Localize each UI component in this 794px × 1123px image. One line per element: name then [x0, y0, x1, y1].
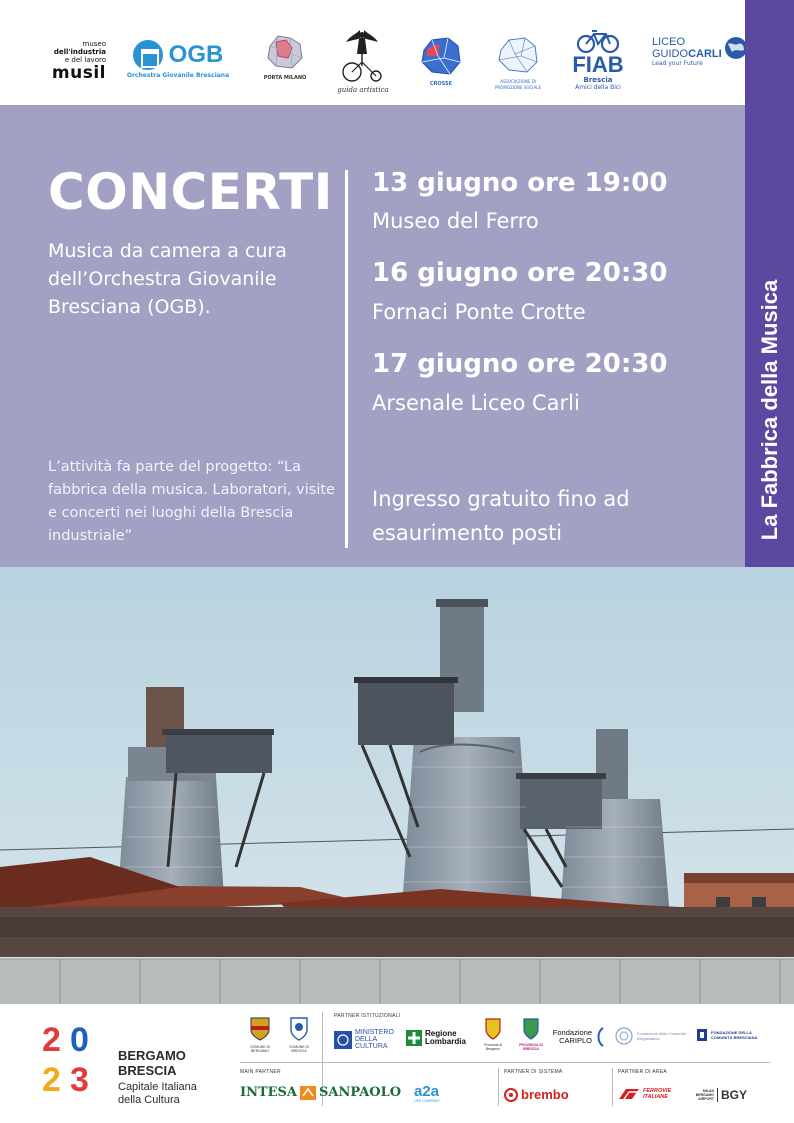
admission-note: Ingresso gratuito fino ad esaurimento posti — [372, 487, 630, 545]
footer-separator — [612, 1068, 613, 1106]
provincia-bergamo-logo: Provincia di Bergamo — [478, 1018, 508, 1051]
brescia-crest-icon — [289, 1016, 309, 1042]
bicycle-icon — [576, 28, 620, 54]
event-venue-2: Fornaci Ponte Crotte — [372, 300, 586, 324]
svg-text:3: 3 — [70, 1061, 89, 1097]
regione-cross-icon — [406, 1030, 422, 1046]
comune-brescia-logo: COMUNE DI BRESCIA — [285, 1016, 313, 1053]
ministero-emblem-icon — [334, 1031, 352, 1049]
fondazione-bergamasca-logo: Fondazione della Comunità Bergamasca — [614, 1026, 691, 1046]
column-divider — [345, 170, 348, 548]
label-partner-istituzionali: PARTNER ISTITUZIONALI — [334, 1013, 401, 1019]
ferrovie-logo: FERROVIE ITALIANE — [618, 1087, 677, 1101]
bergamo-crest-icon — [249, 1016, 271, 1042]
brembo-logo: brembo — [504, 1087, 569, 1102]
intesa-mark-icon — [300, 1086, 316, 1100]
event-description: Musica da camera a cura dell’Orchestra Giovanile Bresciana (OGB). — [48, 240, 287, 318]
porta-milano-logo: PORTA MILANO — [258, 32, 312, 81]
label-partner-area: PARTNER DI AREA — [618, 1069, 668, 1075]
guida-artistica-logo: guida artistica — [328, 26, 398, 93]
event-title: CONCERTI — [48, 163, 333, 221]
regione-lombardia-logo: Regione Lombardia — [406, 1030, 473, 1046]
bergamasca-circle-icon — [614, 1026, 634, 1046]
event-date-1: 13 giugno ore 19:00 — [372, 168, 668, 198]
label-partner-sistema: PARTNER DI SISTEMA — [504, 1069, 563, 1075]
brembo-disc-icon — [504, 1088, 518, 1102]
event-venue-3: Arsenale Liceo Carli — [372, 391, 580, 415]
capitale-caption: Capitale Italiana della Cultura — [118, 1081, 197, 1106]
comune-bergamo-logo: COMUNE DI BERGAMO — [243, 1016, 277, 1053]
intesa-sanpaolo-logo: INTESA SANPAOLO — [240, 1085, 402, 1100]
bgy-airport-logo: MILAN BERGAMO AIRPORT BGY — [695, 1088, 748, 1102]
provincia-brescia-logo: PROVINCIA DI BRESCIA — [516, 1018, 546, 1051]
musil-logo: museo dell'industria e del lavoro musil — [51, 40, 106, 83]
map-logo-outline: ASSOCIAZIONE DI PROMOZIONE SOCIALE — [488, 34, 548, 91]
fondazione-bresciana-logo: FONDAZIONE DELLA COMUNITÀ BRESCIANA — [696, 1028, 765, 1042]
fondazione-cariplo-logo: Fondazione CARIPLO — [552, 1026, 605, 1048]
event-date-3: 17 giugno ore 20:30 — [372, 349, 668, 379]
footer-row-separator — [240, 1062, 770, 1063]
ministero-cultura-logo: MINISTERO DELLA CULTURA — [334, 1029, 397, 1050]
side-title: La Fabbrica della Musica — [757, 279, 782, 541]
liceo-carli-logo: LICEO GUIDOCARLI Lead your Future — [652, 36, 716, 67]
svg-text:2: 2 — [42, 1021, 61, 1059]
district-outline-icon — [495, 34, 541, 76]
a2a-logo: a2a LIFE COMPANY — [414, 1083, 440, 1103]
bresciana-mark-icon — [696, 1028, 708, 1042]
porta-milano-map-icon — [262, 32, 308, 72]
event-venue-1: Museo del Ferro — [372, 209, 539, 233]
footer-separator — [498, 1068, 499, 1106]
industrial-kilns-illustration — [0, 567, 794, 1004]
ferrovie-swoosh-icon — [618, 1087, 640, 1101]
capitale-cities: BERGAMO BRESCIA — [118, 1048, 186, 1078]
angel-bicycle-icon — [338, 26, 388, 84]
map-logo-blue: CROSSE — [412, 34, 470, 87]
event-date-2: 16 giugno ore 20:30 — [372, 258, 668, 288]
ogb-emblem-icon — [133, 40, 163, 70]
label-main-partner: MAIN PARTNER — [240, 1069, 281, 1075]
capitale-2023-logo — [40, 1017, 106, 1097]
ogb-logo: OGB Orchestra Giovanile Bresciana — [126, 41, 230, 79]
provincia-brescia-crest-icon — [523, 1018, 539, 1040]
fiab-logo: FIAB Brescia Amici della Bici — [568, 28, 628, 91]
project-note: L’attività fa parte del progetto: “La fabbrica della musica. Laboratori, visite e concerti nei luoghi della Brescia industriale” — [48, 459, 335, 544]
kilns-photo — [0, 567, 794, 1004]
provincia-bergamo-crest-icon — [485, 1018, 501, 1040]
district-map-icon — [418, 34, 464, 78]
svg-text:2: 2 — [42, 1061, 61, 1097]
cariplo-mark-icon — [595, 1026, 605, 1048]
svg-text:0: 0 — [70, 1021, 89, 1059]
